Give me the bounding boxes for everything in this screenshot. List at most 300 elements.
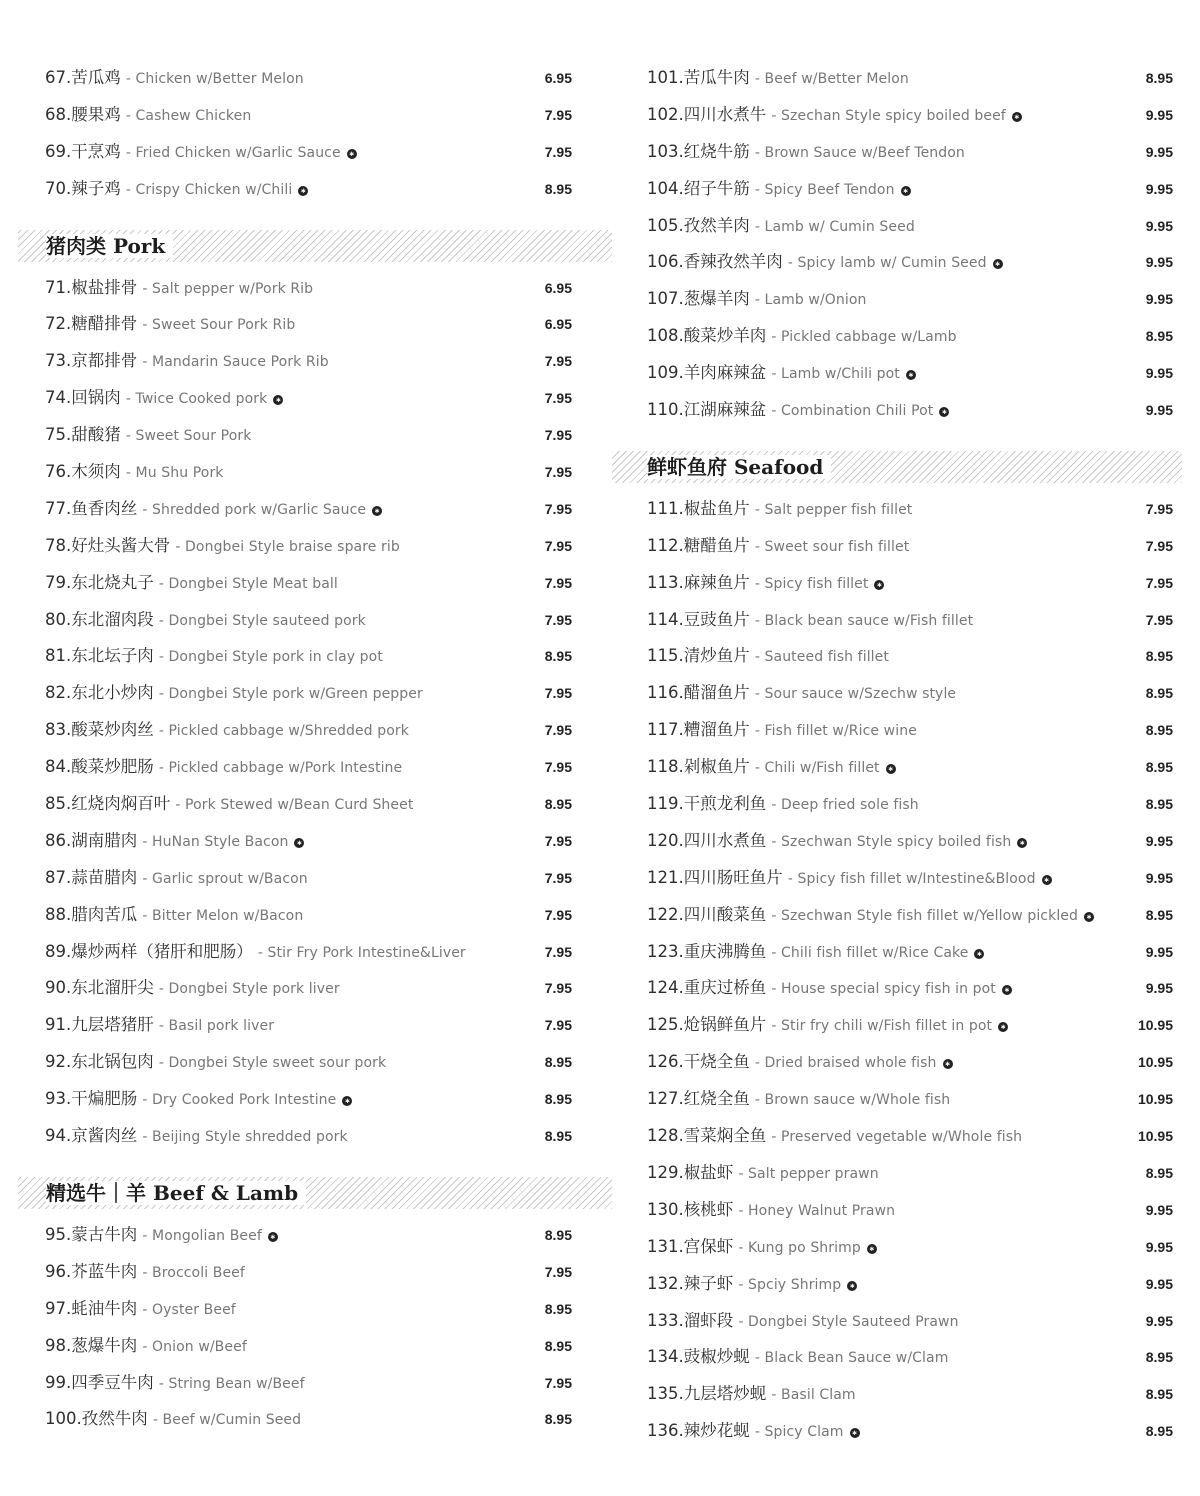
item-english-name: - Black Bean Sauce w/Clam	[754, 1350, 949, 1367]
menu-item	[18, 602, 612, 639]
item-chinese-name: 炝锅鲜鱼片	[683, 1015, 767, 1035]
menu-item	[612, 1044, 1182, 1081]
item-english-name: - Basil Clam	[771, 1387, 856, 1404]
item-number: 82.	[45, 683, 72, 703]
menu-item	[612, 602, 1182, 639]
item-chinese-name: 豆豉鱼片	[683, 609, 750, 629]
item-english-name: - Spicy fish fillet	[754, 575, 869, 592]
menu-item	[612, 1376, 1182, 1413]
item-number: 86.	[45, 830, 72, 850]
item-price: 9.95	[1145, 180, 1173, 197]
item-number: 110.	[647, 400, 684, 420]
menu-item	[612, 208, 1182, 245]
menu-item	[18, 134, 612, 171]
menu-item	[612, 318, 1182, 355]
menu-item	[612, 1339, 1182, 1376]
menu-item	[18, 1401, 612, 1438]
spicy-icon: ∗	[901, 186, 911, 196]
item-price: 7.95	[1145, 611, 1173, 628]
spicy-icon: ∗	[273, 395, 283, 405]
item-english-name: - Mongolian Beef	[142, 1227, 262, 1244]
item-price: 8.95	[1145, 906, 1173, 923]
item-chinese-name: 东北小炒肉	[71, 683, 154, 703]
item-price: 10.95	[1137, 1054, 1173, 1071]
spicy-icon: ∗	[298, 186, 308, 196]
item-price: 9.95	[1145, 869, 1173, 886]
item-chinese-name: 孜然牛肉	[81, 1409, 148, 1429]
item-number: 99.	[45, 1372, 72, 1392]
menu-item	[612, 392, 1182, 429]
item-price: 7.95	[544, 906, 572, 923]
item-number: 115.	[647, 646, 684, 666]
item-price: 9.95	[1145, 402, 1173, 419]
item-chinese-name: 东北溜肝尖	[71, 978, 154, 998]
item-number: 97.	[45, 1298, 72, 1318]
menu-item	[612, 1192, 1182, 1229]
item-english-name: - Mandarin Sauce Pork Rib	[142, 354, 329, 371]
item-price: 9.95	[1145, 365, 1173, 382]
item-number: 111.	[647, 498, 684, 518]
item-chinese-name: 鱼香肉丝	[71, 498, 138, 518]
menu-item	[612, 281, 1182, 318]
item-chinese-name: 芥蓝牛肉	[71, 1261, 138, 1281]
item-english-name: - HuNan Style Bacon	[142, 833, 289, 850]
item-number: 81.	[45, 646, 72, 666]
item-chinese-name: 绍子牛筋	[683, 178, 750, 198]
menu-item	[612, 528, 1182, 565]
item-number: 90.	[45, 978, 72, 998]
item-english-name: - Dongbei Style pork liver	[158, 981, 340, 998]
item-number: 72.	[45, 314, 72, 334]
item-number: 93.	[45, 1089, 72, 1109]
item-price: 10.95	[1137, 1128, 1173, 1145]
left-column	[18, 60, 612, 1438]
item-english-name: - Stir fry chili w/Fish fillet in pot	[771, 1018, 993, 1035]
menu-item	[18, 454, 612, 491]
item-english-name: - Dongbei Style braise spare rib	[175, 538, 400, 555]
item-chinese-name: 酸菜炒肉丝	[71, 720, 154, 740]
item-price: 10.95	[1137, 1017, 1173, 1034]
item-english-name: - Szechwan Style spicy boiled fish	[771, 833, 1012, 850]
item-chinese-name: 酸菜炒羊肉	[683, 326, 767, 346]
item-price: 7.95	[544, 722, 572, 739]
item-price: 7.95	[544, 353, 572, 370]
item-chinese-name: 干煸肥肠	[71, 1089, 138, 1109]
item-price: 9.95	[1145, 943, 1173, 960]
item-chinese-name: 干烧全鱼	[683, 1052, 750, 1072]
menu-item	[612, 897, 1182, 934]
item-chinese-name: 剁椒鱼片	[683, 757, 750, 777]
item-english-name: - Spicy lamb w/ Cumin Seed	[787, 255, 987, 272]
item-price: 9.95	[1145, 106, 1173, 123]
spicy-icon: ∗	[1084, 912, 1094, 922]
chicken-list	[18, 60, 612, 208]
menu-item	[18, 380, 612, 417]
item-number: 78.	[45, 535, 72, 555]
item-chinese-name: 蒜苗腊肉	[71, 867, 138, 887]
item-english-name: - Onion w/Beef	[142, 1338, 247, 1355]
item-price: 7.95	[544, 427, 572, 444]
item-english-name: - Dongbei Style sweet sour pork	[158, 1055, 387, 1072]
item-english-name: - Pork Stewed w/Bean Curd Sheet	[175, 797, 414, 814]
item-english-name: - Stir Fry Pork Intestine&Liver	[257, 944, 466, 961]
item-price: 7.95	[544, 685, 572, 702]
item-english-name: - Sweet Sour Pork	[125, 428, 252, 445]
item-number: 75.	[45, 425, 72, 445]
item-number: 94.	[45, 1126, 72, 1146]
item-english-name: - Bitter Melon w/Bacon	[142, 907, 304, 924]
item-chinese-name: 椒盐排骨	[71, 277, 138, 297]
item-english-name: - Oyster Beef	[142, 1301, 236, 1318]
item-english-name: - Beijing Style shredded pork	[142, 1129, 348, 1146]
item-english-name: - Spicy fish fillet w/Intestine&Blood	[787, 870, 1036, 887]
menu-item	[18, 417, 612, 454]
menu-item	[612, 171, 1182, 208]
item-chinese-name: 豉椒炒蚬	[683, 1347, 750, 1367]
item-number: 134.	[647, 1347, 684, 1367]
item-price: 9.95	[1145, 1238, 1173, 1255]
item-number: 91.	[45, 1015, 72, 1035]
item-price: 7.95	[544, 464, 572, 481]
item-english-name: - Szechan Style spicy boiled beef	[771, 107, 1006, 124]
seafood-list	[612, 491, 1182, 1450]
item-chinese-name: 酸菜炒肥肠	[71, 757, 154, 777]
item-number: 92.	[45, 1052, 72, 1072]
section-title-beef-lamb: 精选牛｜羊 Beef & Lamb	[46, 1181, 306, 1205]
item-number: 96.	[45, 1261, 72, 1281]
menu-item	[612, 1303, 1182, 1340]
item-price: 7.95	[544, 943, 572, 960]
item-number: 117.	[647, 720, 684, 740]
item-english-name: - Salt pepper fish fillet	[754, 501, 913, 518]
item-english-name: - Sour sauce w/Szechw style	[754, 686, 957, 703]
item-english-name: - Pickled cabbage w/Pork Intestine	[158, 760, 403, 777]
spicy-icon: ∗	[998, 1022, 1008, 1032]
item-number: 88.	[45, 904, 72, 924]
item-chinese-name: 核桃虾	[683, 1199, 734, 1219]
item-price: 7.95	[1145, 574, 1173, 591]
item-price: 7.95	[544, 869, 572, 886]
beef-lamb-list	[612, 60, 1182, 429]
item-chinese-name: 苦瓜鸡	[71, 68, 121, 87]
item-english-name: - Mu Shu Pork	[125, 465, 224, 482]
item-number: 113.	[647, 572, 684, 592]
spicy-icon: ∗	[1002, 985, 1012, 995]
item-number: 130.	[647, 1199, 684, 1219]
menu-item	[612, 97, 1182, 134]
item-number: 67.	[45, 68, 72, 87]
spicy-icon: ∗	[867, 1244, 877, 1254]
item-chinese-name: 九层塔猪肝	[71, 1015, 154, 1035]
item-number: 131.	[647, 1236, 684, 1256]
item-english-name: - Pickled cabbage w/Lamb	[771, 329, 957, 346]
spicy-icon: ∗	[847, 1281, 857, 1291]
item-english-name: - Dried braised whole fish	[754, 1055, 937, 1072]
item-number: 79.	[45, 572, 72, 592]
item-number: 104.	[647, 178, 684, 198]
item-english-name: - Fish fillet w/Rice wine	[754, 723, 917, 740]
item-chinese-name: 重庆过桥鱼	[683, 978, 767, 998]
menu-item	[18, 712, 612, 749]
item-english-name: - Brown sauce w/Whole fish	[754, 1092, 951, 1109]
item-english-name: - Pickled cabbage w/Shredded pork	[158, 723, 409, 740]
item-number: 83.	[45, 720, 72, 740]
item-number: 125.	[647, 1015, 684, 1035]
item-chinese-name: 东北溜肉段	[71, 609, 154, 629]
section-title-seafood: 鲜虾鱼府 Seafood	[647, 455, 831, 479]
item-english-name: - Deep fried sole fish	[771, 797, 919, 814]
item-price: 7.95	[544, 106, 572, 123]
item-chinese-name: 宫保虾	[683, 1236, 734, 1256]
item-english-name: - Preserved vegetable w/Whole fish	[771, 1129, 1023, 1146]
item-number: 77.	[45, 498, 72, 518]
menu-item	[612, 244, 1182, 281]
item-chinese-name: 九层塔炒蚬	[683, 1384, 767, 1404]
menu-item	[612, 1155, 1182, 1192]
item-price: 9.95	[1145, 143, 1173, 160]
item-price: 7.95	[544, 1017, 572, 1034]
menu-item	[612, 1007, 1182, 1044]
item-number: 112.	[647, 535, 684, 555]
item-chinese-name: 木须肉	[71, 462, 121, 482]
item-chinese-name: 干烹鸡	[71, 141, 121, 161]
item-english-name: - Sauteed fish fillet	[754, 649, 889, 666]
menu-item	[612, 134, 1182, 171]
item-number: 70.	[45, 178, 72, 198]
spicy-icon: ∗	[294, 838, 304, 848]
menu-item	[18, 749, 612, 786]
item-price: 8.95	[544, 1337, 572, 1354]
beef-list	[18, 1217, 612, 1438]
menu-item	[18, 786, 612, 823]
item-number: 105.	[647, 215, 684, 235]
item-price: 8.95	[544, 1300, 572, 1317]
menu-item	[612, 823, 1182, 860]
menu-item	[18, 1365, 612, 1402]
menu-item	[612, 1118, 1182, 1155]
item-price: 8.95	[1145, 648, 1173, 665]
item-chinese-name: 湖南腊肉	[71, 830, 138, 850]
item-price: 7.95	[544, 390, 572, 407]
item-price: 8.95	[544, 648, 572, 665]
item-chinese-name: 糖醋鱼片	[683, 535, 750, 555]
item-chinese-name: 清炒鱼片	[683, 646, 750, 666]
item-chinese-name: 四川水煮鱼	[683, 830, 767, 850]
item-price: 8.95	[544, 796, 572, 813]
item-price: 8.95	[1145, 796, 1173, 813]
item-number: 108.	[647, 326, 684, 346]
item-chinese-name: 椒盐鱼片	[683, 498, 750, 518]
item-number: 98.	[45, 1335, 72, 1355]
item-number: 127.	[647, 1089, 684, 1109]
item-chinese-name: 四川肠旺鱼片	[683, 867, 783, 887]
spicy-icon: ∗	[850, 1428, 860, 1438]
item-number: 123.	[647, 941, 684, 961]
menu-item	[612, 860, 1182, 897]
menu-item	[18, 60, 612, 97]
item-english-name: - Combination Chili Pot	[771, 403, 934, 420]
item-number: 69.	[45, 141, 72, 161]
item-number: 84.	[45, 757, 72, 777]
menu-item	[612, 60, 1182, 97]
menu-item	[18, 860, 612, 897]
item-price: 8.95	[1145, 1386, 1173, 1403]
item-chinese-name: 干煎龙利鱼	[683, 794, 767, 814]
item-chinese-name: 溜虾段	[683, 1310, 734, 1330]
item-english-name: - Dongbei Style pork in clay pot	[158, 649, 383, 666]
spicy-icon: ∗	[974, 949, 984, 959]
item-price: 7.95	[1145, 500, 1173, 517]
menu-item	[612, 970, 1182, 1007]
item-english-name: - House special spicy fish in pot	[771, 981, 996, 998]
item-chinese-name: 甜酸猪	[71, 425, 121, 445]
item-chinese-name: 羊肉麻辣盆	[683, 363, 767, 383]
item-english-name: - Kung po Shrimp	[738, 1239, 861, 1256]
item-number: 118.	[647, 757, 684, 777]
item-price: 9.95	[1145, 980, 1173, 997]
item-chinese-name: 好灶头酱大骨	[71, 535, 171, 555]
spicy-icon: ∗	[342, 1096, 352, 1106]
menu-item	[18, 934, 612, 971]
item-price: 8.95	[544, 1091, 572, 1108]
spicy-icon: ∗	[347, 149, 357, 159]
item-english-name: - Lamb w/Chili pot	[771, 366, 900, 383]
spicy-icon: ∗	[268, 1232, 278, 1242]
menu-item	[612, 712, 1182, 749]
menu-item	[18, 1044, 612, 1081]
item-english-name: - Sweet Sour Pork Rib	[142, 317, 296, 334]
spicy-icon: ∗	[1012, 112, 1022, 122]
item-english-name: - Dongbei Style sauteed pork	[158, 612, 366, 629]
item-english-name: - Salt pepper prawn	[738, 1165, 879, 1182]
item-english-name: - Salt pepper w/Pork Rib	[142, 280, 314, 297]
spicy-icon: ∗	[993, 259, 1003, 269]
menu-item	[612, 1229, 1182, 1266]
pork-list	[18, 270, 612, 1155]
item-price: 9.95	[1145, 217, 1173, 234]
item-price: 9.95	[1145, 1201, 1173, 1218]
item-english-name: - Basil pork liver	[158, 1018, 275, 1035]
item-number: 89.	[45, 941, 72, 961]
item-english-name: - Dongbei Style Meat ball	[158, 575, 338, 592]
section-header-seafood	[612, 451, 1182, 483]
item-chinese-name: 腊肉苦瓜	[71, 904, 138, 924]
item-number: 109.	[647, 363, 684, 383]
menu-item	[612, 355, 1182, 392]
item-number: 85.	[45, 794, 72, 814]
item-chinese-name: 蒙古牛肉	[71, 1224, 138, 1244]
menu-item	[18, 1254, 612, 1291]
item-chinese-name: 红烧牛筋	[683, 141, 750, 161]
item-number: 126.	[647, 1052, 684, 1072]
spicy-icon: ∗	[939, 407, 949, 417]
item-number: 74.	[45, 388, 72, 408]
item-english-name: - Dry Cooked Pork Intestine	[142, 1092, 337, 1109]
item-chinese-name: 辣子虾	[683, 1273, 734, 1293]
item-chinese-name: 雪菜焖全鱼	[683, 1126, 767, 1146]
menu-item	[18, 270, 612, 307]
item-number: 124.	[647, 978, 684, 998]
item-english-name: - Sweet sour fish fillet	[754, 538, 910, 555]
item-english-name: - Beef w/Better Melon	[754, 71, 909, 87]
menu-item	[18, 897, 612, 934]
menu-item	[612, 749, 1182, 786]
item-english-name: - Beef w/Cumin Seed	[152, 1412, 302, 1429]
spicy-icon: ∗	[1017, 838, 1027, 848]
item-chinese-name: 椒盐虾	[683, 1162, 734, 1182]
item-chinese-name: 苦瓜牛肉	[683, 68, 750, 87]
item-price: 7.95	[544, 759, 572, 776]
item-price: 7.95	[544, 1374, 572, 1391]
spicy-icon: ∗	[874, 580, 884, 590]
item-english-name: - Twice Cooked pork	[125, 391, 268, 408]
item-english-name: - Lamb w/ Cumin Seed	[754, 218, 915, 235]
section-title-pork: 猪肉类 Pork	[46, 234, 173, 258]
item-number: 116.	[647, 683, 684, 703]
menu-item	[18, 97, 612, 134]
item-chinese-name: 京都排骨	[71, 351, 138, 371]
item-price: 7.95	[1145, 537, 1173, 554]
menu-item	[612, 675, 1182, 712]
item-english-name: - String Bean w/Beef	[158, 1375, 305, 1392]
menu-item	[18, 491, 612, 528]
item-english-name: - Spicy Clam	[754, 1424, 844, 1441]
item-number: 101.	[647, 68, 684, 87]
item-price: 7.95	[544, 1263, 572, 1280]
item-price: 8.95	[1145, 70, 1173, 86]
item-number: 87.	[45, 867, 72, 887]
item-number: 100.	[45, 1409, 82, 1429]
item-price: 9.95	[1145, 254, 1173, 271]
item-number: 68.	[45, 104, 72, 124]
item-price: 7.95	[544, 611, 572, 628]
item-price: 8.95	[1145, 722, 1173, 739]
item-english-name: - Black bean sauce w/Fish fillet	[754, 612, 974, 629]
item-number: 135.	[647, 1384, 684, 1404]
item-number: 122.	[647, 904, 684, 924]
item-chinese-name: 葱爆牛肉	[71, 1335, 138, 1355]
item-chinese-name: 麻辣鱼片	[683, 572, 750, 592]
item-price: 8.95	[1145, 328, 1173, 345]
item-price: 8.95	[1145, 1349, 1173, 1366]
item-chinese-name: 回锅肉	[71, 388, 121, 408]
item-english-name: - Chili w/Fish fillet	[754, 760, 880, 777]
section-header-pork	[18, 230, 612, 262]
item-english-name: - Cashew Chicken	[125, 107, 252, 124]
menu-item	[18, 1081, 612, 1118]
item-number: 102.	[647, 104, 684, 124]
item-number: 136.	[647, 1421, 684, 1441]
item-chinese-name: 东北锅包肉	[71, 1052, 154, 1072]
item-price: 9.95	[1145, 291, 1173, 308]
item-price: 7.95	[544, 500, 572, 517]
item-price: 6.95	[544, 316, 572, 333]
item-price: 7.95	[544, 143, 572, 160]
item-price: 7.95	[544, 980, 572, 997]
item-number: 76.	[45, 462, 72, 482]
item-english-name: - Spciy Shrimp	[738, 1276, 842, 1293]
menu-item	[18, 1328, 612, 1365]
menu-item	[18, 171, 612, 208]
menu-item	[18, 565, 612, 602]
item-price: 7.95	[544, 832, 572, 849]
item-chinese-name: 葱爆羊肉	[683, 289, 750, 309]
item-chinese-name: 孜然羊肉	[683, 215, 750, 235]
right-column	[612, 60, 1182, 1450]
menu-item	[612, 786, 1182, 823]
spicy-icon: ∗	[372, 506, 382, 516]
item-english-name: - Crispy Chicken w/Chili	[125, 181, 293, 198]
